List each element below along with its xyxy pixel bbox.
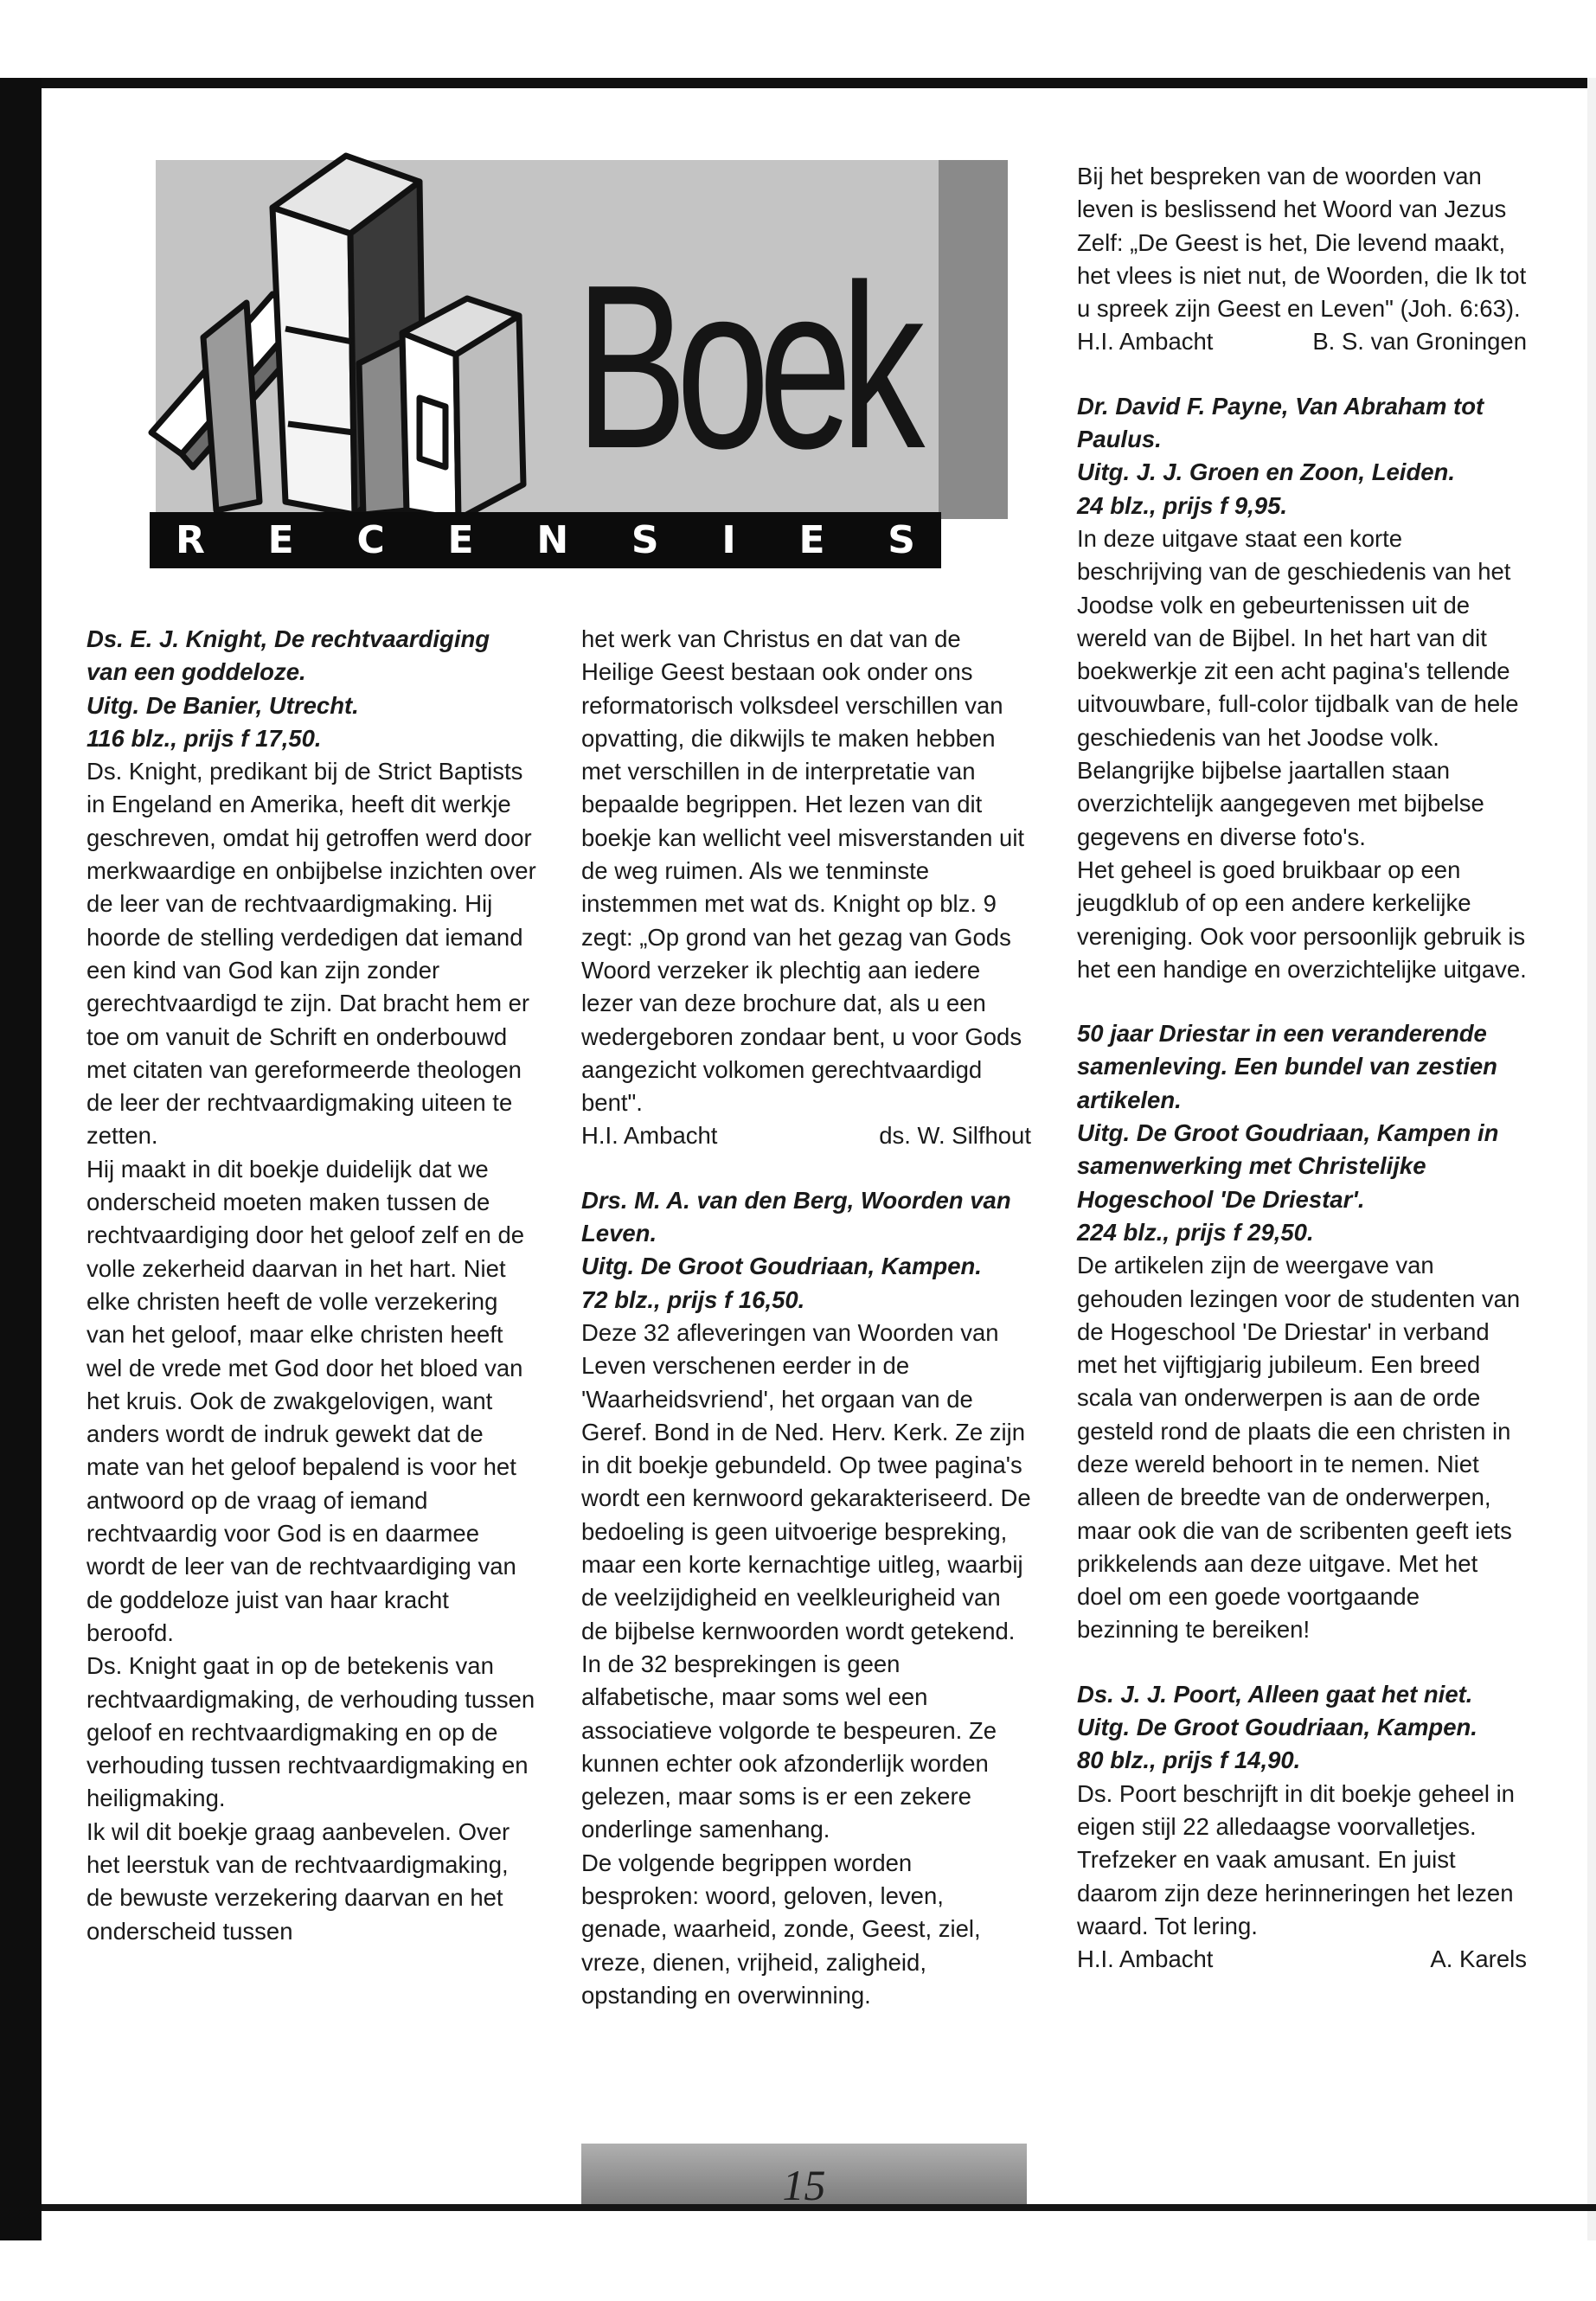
review-signature xyxy=(581,1119,1031,1152)
banner-letter: E xyxy=(267,518,294,562)
signature-name: ds. W. Silfhout xyxy=(879,1122,1031,1150)
review-price: 24 blz., prijs f 9,95. xyxy=(1077,491,1288,519)
review-paragraph: Ds. Knight, predikant bij de Strict Baptists in Engeland en Amerika, heeft dit werkje geschreven, omdat hij getroffen werd door merkwaardige en onbijbelse inzichten over de leer van de rechtvaardigmaking. Hij hoorde de stelling verdedigen dat iemand een kind van God kan zijn zonder gerechtvaardigd te zijn. Dat bracht hem er toe om vanuit de Schrift en onderbouwd met citaten van gereformeerde theologen de leer der rechtvaardigmaking uiteen te zetten. xyxy=(87,758,536,1150)
signature-place: H.I. Ambacht xyxy=(581,1122,718,1150)
banner-letter: E xyxy=(447,518,474,562)
spacer xyxy=(1077,1647,1527,1678)
banner-letter: S xyxy=(631,518,659,562)
review-paragraph: Bij het bespreken van de woorden van leven is beslissend het Woord van Jezus Zelf: „De Geest is het, Die levend maakt, het vlees is niet nut, de Woorden, die Ik tot u spreek zijn Geest en Leven" (Joh. 6:63). xyxy=(1077,163,1527,323)
review-paragraph: Ik wil dit boekje graag aanbevelen. Over het leerstuk van de rechtvaardigmaking, de bewuste verzekering daarvan en het onderscheid tussen xyxy=(87,1817,510,1945)
review-publisher: Uitg. De Groot Goudriaan, Kampen in samenwerking met Christelijke Hogeschool 'De Driestar'. xyxy=(1077,1119,1499,1213)
review-title: Ds. J. J. Poort, Alleen gaat het niet. xyxy=(1077,1680,1473,1708)
review-title: 50 jaar Driestar in een veranderende samenleving. Een bundel van zestien artikelen. xyxy=(1077,1020,1497,1113)
spacer xyxy=(581,1153,1031,1184)
review-paragraph: Deze 32 afleveringen van Woorden van Leven verschenen eerder in de 'Waarheidsvriend', het orgaan van de Geref. Bond in de Ned. Herv. Kerk. Ze zijn in dit boekje gebundeld. Op twee pagina's wordt een kernwoord gekarakteriseerd. De bedoeling is geen uitvoerige bespreking, maar een korte kernachtige uitleg, waarbij de veelzijdigheid en veelkleurigheid van de bijbelse kernwoorden wordt getekend. xyxy=(581,1318,1031,1644)
review-paragraph: In de 32 besprekingen is geen alfabetische, maar soms wel een associatieve volgorde te bespeuren. Ze kunnen echter ook afzonderlijk worden gelezen, maar soms is er een zekere onderlinge samenhang. xyxy=(581,1650,997,1843)
signature-place: H.I. Ambacht xyxy=(1077,1945,1214,1973)
review-signature xyxy=(1077,325,1527,358)
review-paragraph: De volgende begrippen worden besproken: woord, geloven, leven, genade, waarheid, zonde, Geest, ziel, vreze, dienen, vrijheid, zaligheid, opstanding en overwinning. xyxy=(581,1849,981,2009)
signature-place: H.I. Ambacht xyxy=(1077,328,1214,356)
banner-letter: E xyxy=(798,518,825,562)
column-2 xyxy=(581,623,1031,2012)
page-border-left xyxy=(0,78,42,2240)
review-reference-driestar xyxy=(1077,1017,1527,1249)
review-publisher: Uitg. De Banier, Utrecht. xyxy=(87,691,359,719)
review-title: Drs. M. A. van den Berg, Woorden van Leven. xyxy=(581,1186,1011,1247)
spacer xyxy=(1077,359,1527,390)
review-title: Dr. David F. Payne, Van Abraham tot Paulus. xyxy=(1077,392,1484,453)
review-paragraph: Ds. Knight gaat in op de betekenis van rechtvaardigmaking, de verhouding tussen geloof en rechtvaardigmaking en op de verhouding tussen rechtvaardigmaking en heiligmaking. xyxy=(87,1652,535,1812)
column-1 xyxy=(87,623,536,1948)
review-title: Ds. E. J. Knight, De rechtvaardiging van een goddeloze. xyxy=(87,625,490,686)
review-paragraph: De artikelen zijn de weergave van gehouden lezingen voor de studenten van de Hogeschool 'De Driestar' in verband met het vijftigjarig jubileum. Een breed scala van onderwerpen is aan de orde gesteld rond de plaats die een christen in deze wereld behoort in te nemen. Niet alleen de breedte van de onderwerpen, maar ook die van de scribenten geeft iets prikkelends aan deze uitgave. Met het doel om een goede voortgaande bezinning te bereiken! xyxy=(1077,1252,1521,1644)
review-price: 80 blz., prijs f 14,90. xyxy=(1077,1747,1301,1774)
column-3 xyxy=(1077,160,1527,1976)
banner-letter: N xyxy=(536,518,569,562)
review-paragraph: Het geheel is goed bruikbaar op een jeugdklub of op een andere kerkelijke vereniging. Ook voor persoonlijk gebruik is het een handige en overzichtelijke uitgave. xyxy=(1077,856,1527,983)
review-reference-van-den-berg xyxy=(581,1184,1031,1317)
review-price: 224 blz., prijs f 29,50. xyxy=(1077,1218,1314,1246)
page-border-top xyxy=(0,78,1596,88)
recensies-banner xyxy=(150,512,941,568)
page-number-bar xyxy=(581,2144,1027,2209)
review-reference-poort xyxy=(1077,1678,1527,1778)
review-reference-payne xyxy=(1077,390,1527,522)
banner-letter: S xyxy=(888,518,915,562)
banner-letter: C xyxy=(356,518,385,562)
books-illustration xyxy=(143,138,558,519)
page-number: 15 xyxy=(782,2161,826,2209)
review-paragraph: het werk van Christus en dat van de Heilige Geest bestaan ook onder ons reformatorisch volksdeel verschillen van opvatting, die dikwijls te maken hebben met verschillen in de interpretatie van bepaalde begrippen. Het lezen van dit boekje kan wellicht veel misverstanden uit de weg ruimen. Als we tenminste instemmen met wat ds. Knight op blz. 9 zegt: „Op grond van het gezag van Gods Woord verzeker ik plechtig aan iedere lezer van deze brochure dat, als u een wedergeboren zondaar bent, u voor Gods aangezicht volkomen gerechtvaardigd bent". xyxy=(581,625,1025,1117)
review-paragraph: Hij maakt in dit boekje duidelijk dat we onderscheid moeten maken tussen de rechtvaardiging door het geloof zelf en de volle zekerheid daarvan in het hart. Niet elke christen heeft de volle verzekering van het geloof, maar elke christen heeft wel de vrede met God door het bloed van het kruis. Ook de zwakgelovigen, want anders wordt de indruk gewekt dat de mate van het geloof bepalend is voor het antwoord op de vraag of iemand rechtvaardig voor God is en daarmee wordt de leer van de rechtvaardiging van de goddeloze juist van haar kracht beroofd. xyxy=(87,1155,525,1646)
review-publisher: Uitg. J. J. Groen en Zoon, Leiden. xyxy=(1077,458,1455,486)
signature-name: A. Karels xyxy=(1430,1945,1527,1973)
review-signature xyxy=(1077,1943,1527,1976)
review-price: 72 blz., prijs f 16,50. xyxy=(581,1285,805,1313)
review-price: 116 blz., prijs f 17,50. xyxy=(87,724,322,752)
header-gray-accent xyxy=(939,160,1008,519)
review-publisher: Uitg. De Groot Goudriaan, Kampen. xyxy=(1077,1714,1477,1741)
signature-name: B. S. van Groningen xyxy=(1312,328,1527,356)
banner-letter: I xyxy=(721,518,736,562)
review-publisher: Uitg. De Groot Goudriaan, Kampen. xyxy=(581,1253,982,1280)
review-paragraph: In deze uitgave staat een korte beschrijving van de geschiedenis van het Joodse volk en gebeurtenissen uit de wereld van de Bijbel. In het hart van dit boekwerkje zit een acht pagina's tellende uitvouwbare, full-color tijdbalk van de hele geschiedenis van het Joodse volk. Belangrijke bijbelse jaartallen staan overzichtelijk aangegeven met bijbelse gegevens en diverse foto's. xyxy=(1077,524,1519,850)
review-reference-knight xyxy=(87,623,536,755)
boek-recensies-header xyxy=(143,138,1008,571)
banner-letter: R xyxy=(176,518,205,562)
review-paragraph: Ds. Poort beschrijft in dit boekje geheel in eigen stijl 22 alledaagse voorvalletjes. Trefzeker en vaak amusant. En juist daarom zijn deze herinneringen het lezen waard. Tot lering. xyxy=(1077,1779,1515,1939)
page-border-right xyxy=(1587,78,1596,2240)
spacer xyxy=(1077,986,1527,1017)
header-title: Boek xyxy=(575,237,914,497)
